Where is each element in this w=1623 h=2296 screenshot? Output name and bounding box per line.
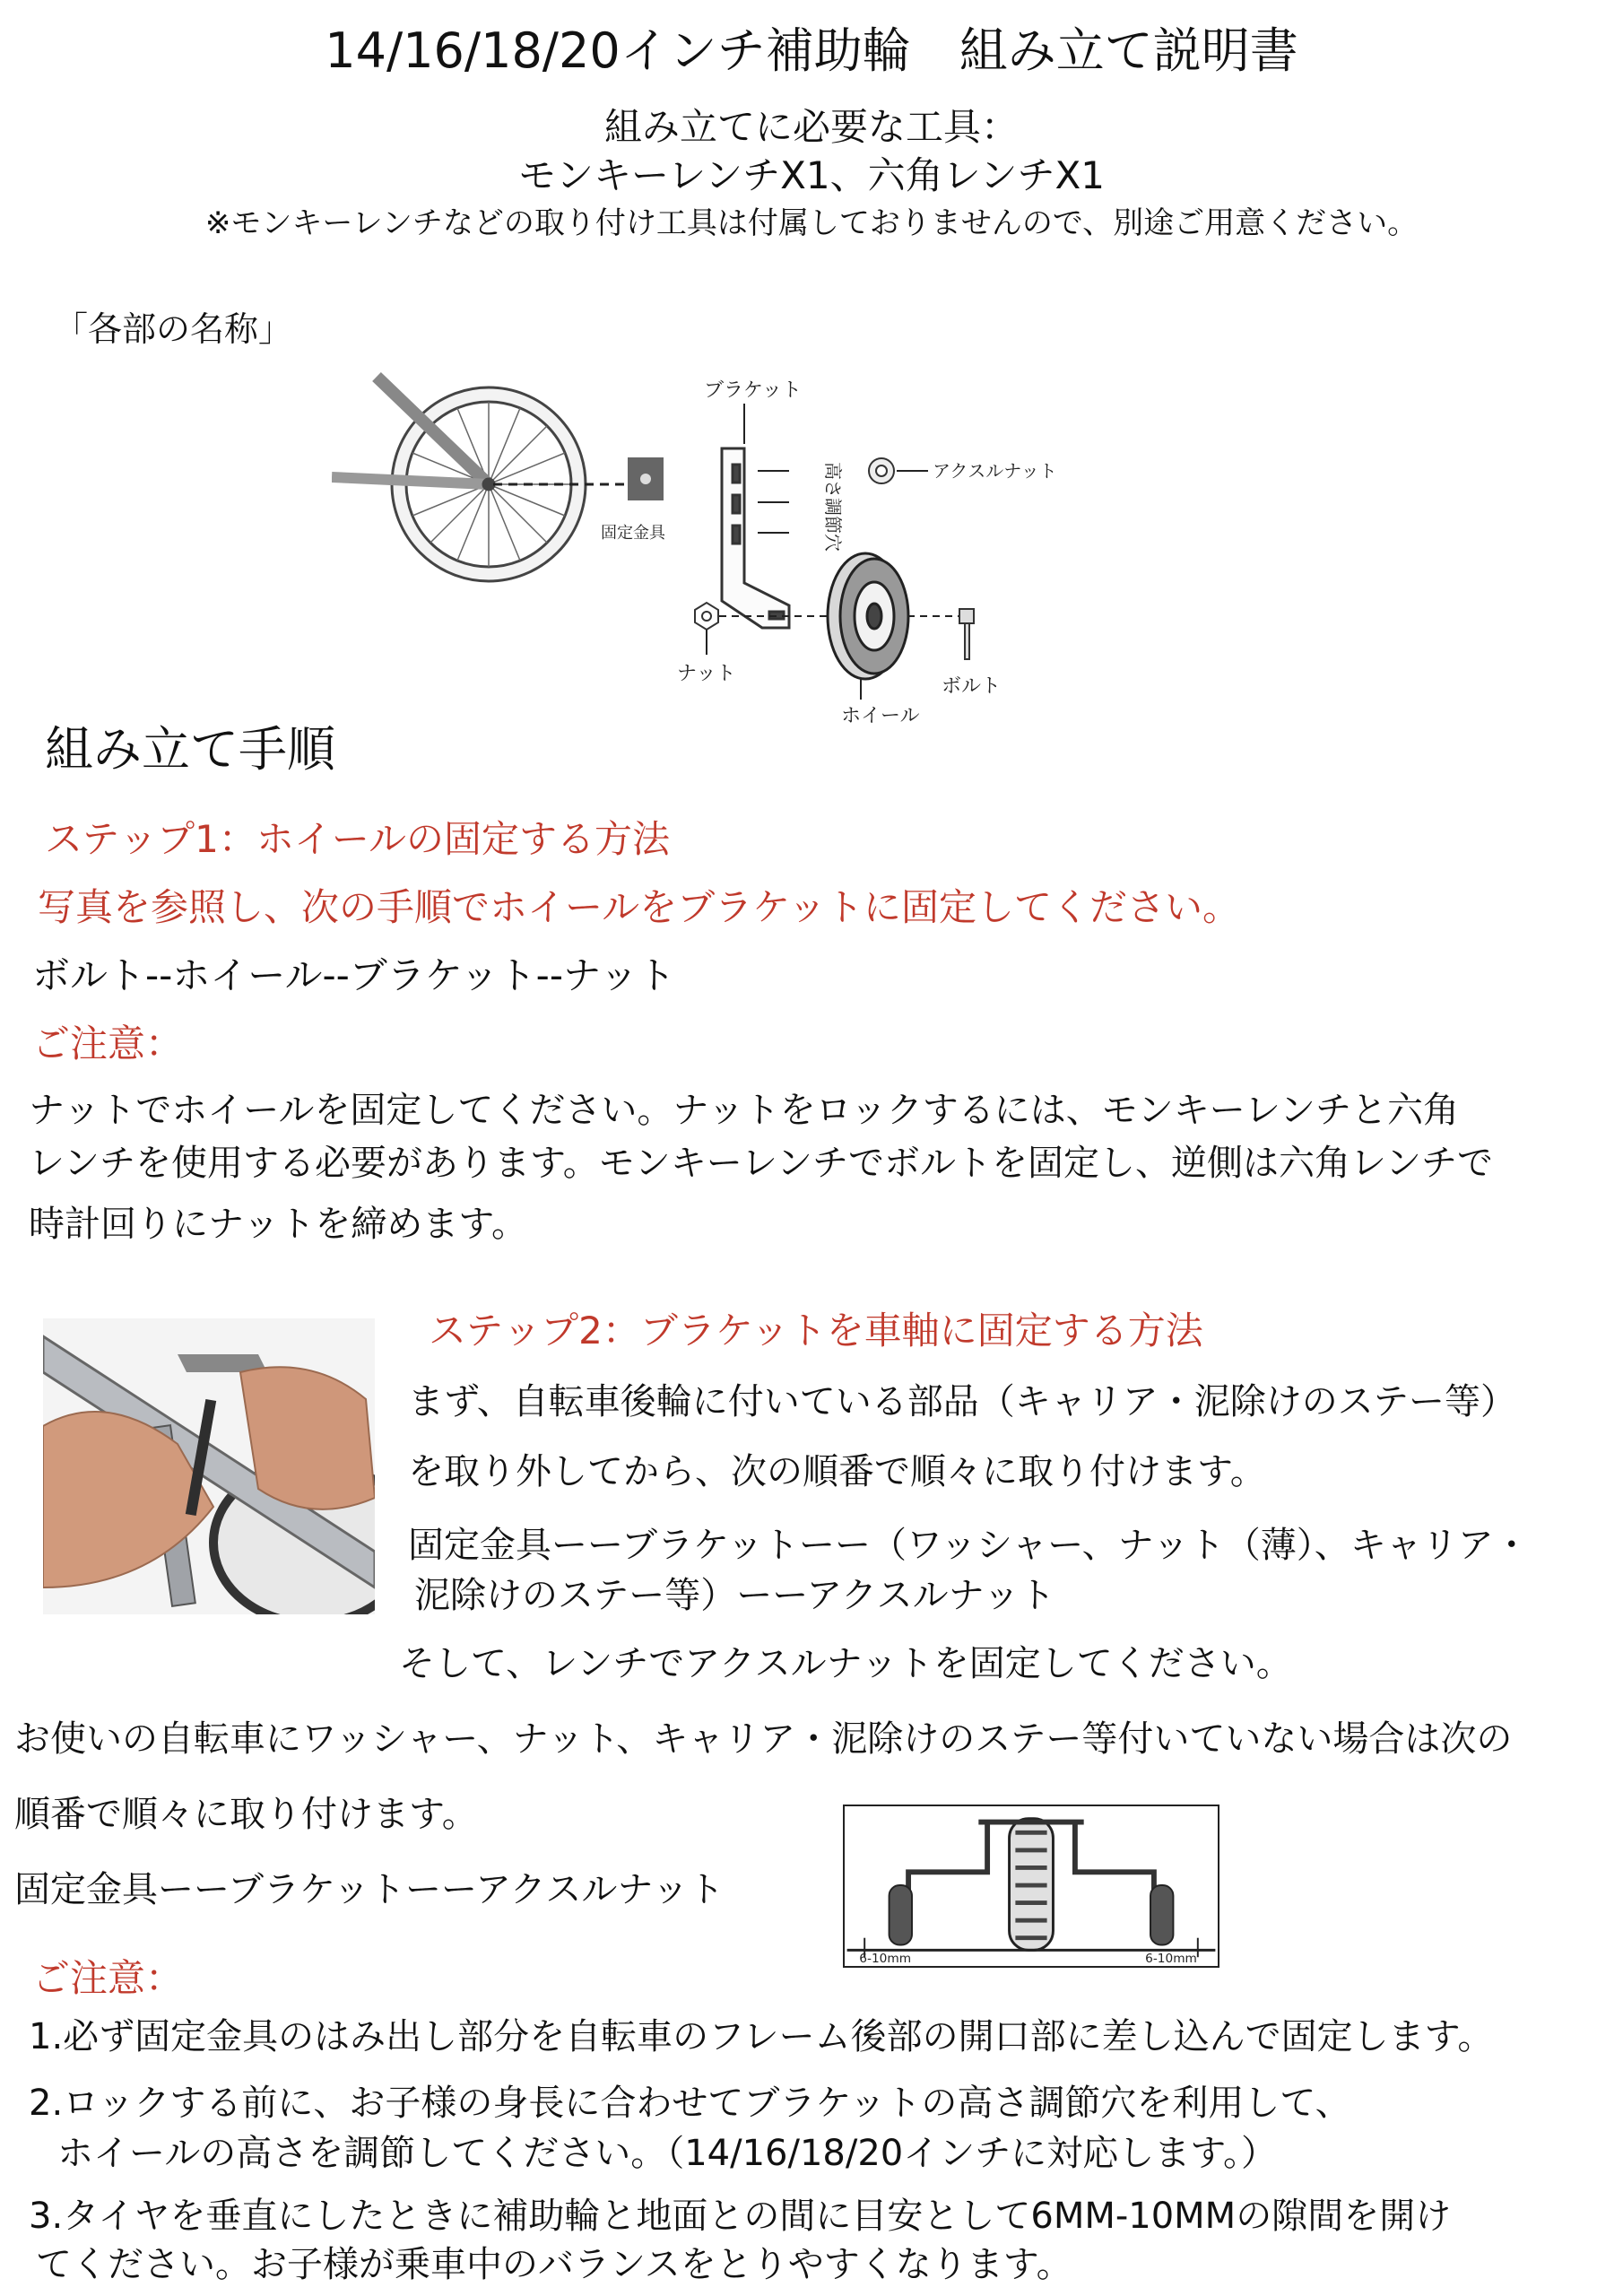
step1-order: ボルト--ホイール--ブラケット--ナット [32, 953, 676, 997]
tools-list: モンキーレンチX1、六角レンチX1 [517, 153, 1106, 197]
step1-caution-line: 時計回りにナットを締めます。 [29, 1204, 527, 1245]
bolt-part [959, 609, 974, 659]
caution2-item: 2.ロックする前に、お子様の身長に合わせてブラケットの高さ調節穴を利用して、 [29, 2083, 1351, 2124]
page-title: 14/16/18/20インチ補助輪 組み立て説明書 [325, 22, 1298, 79]
bracket-part [722, 448, 789, 628]
assembly-heading: 組み立て手順 [45, 721, 335, 778]
bicycle-rear-wheel [332, 377, 586, 581]
caution2-item: 3.タイヤを垂直にしたときに補助輪と地面との間に目安として6MM-10MMの隙間を開け [29, 2196, 1452, 2237]
gap-label-right: 6-10mm [1145, 1952, 1197, 1967]
caution2-label: ご注意： [32, 1956, 184, 2000]
step2-line: 固定金具ーーブラケットーー（ワッシャー、ナット（薄）、キャリア・ [408, 1525, 1530, 1566]
rear-tire [1010, 1819, 1054, 1951]
label-fixing-bracket: 固定金具 [601, 524, 665, 543]
label-axle-nut: アクスルナット [933, 460, 1057, 482]
step1-caution-line: ナットでホイールを固定してください。ナットをロックするには、モンキーレンチと六角 [29, 1090, 1459, 1131]
parts-heading: 「各部の名称」 [54, 309, 293, 349]
caution2-item: ホイールの高さを調節してください。（14/16/18/20インチに対応します。） [57, 2133, 1278, 2174]
step2-line: そして、レンチでアクスルナットを固定してください。 [399, 1643, 1292, 1684]
tools-heading: 組み立てに必要な工具： [603, 105, 1019, 149]
label-height-holes: 高さ調節穴 [822, 462, 844, 552]
step2-line: まず、自転車後輪に付いている部品（キャリア・泥除けのステー等） [408, 1381, 1516, 1422]
step2-line: 泥除けのステー等）ーーアクスルナット [414, 1575, 1055, 1616]
assembly-photo [43, 1318, 375, 1614]
step1-title: ステップ1：ホイールの固定する方法 [45, 817, 671, 861]
step2-alt-line: お使いの自転車にワッシャー、ナット、キャリア・泥除けのステー等付いていない場合は次の [14, 1718, 1513, 1760]
step1-caution-label: ご注意： [32, 1022, 184, 1065]
training-wheel-gap-diagram [843, 1805, 1219, 1968]
label-wheel: ホイール [841, 705, 920, 727]
parts-diagram [332, 359, 1076, 735]
fixing-bracket-part [628, 457, 664, 500]
step2-alt-line: 順番で順々に取り付けます。 [14, 1794, 478, 1835]
step1-instruction: 写真を参照し、次の手順でホイールをブラケットに固定してください。 [38, 885, 1241, 929]
label-nut: ナット [677, 663, 736, 685]
axle-nut-part [869, 458, 894, 483]
step1-caution-line: レンチを使用する必要があります。モンキーレンチでボルトを固定し、逆側は六角レンチで [29, 1143, 1493, 1184]
caution2-item: てください。お子様が乗車中のバランスをとりやすくなります。 [36, 2244, 1072, 2285]
wheel-part [828, 553, 908, 679]
label-bracket: ブラケット [704, 379, 802, 402]
gap-label-left: 6-10mm [859, 1952, 912, 1967]
step2-alt-line: 固定金具ーーブラケットーーアクスルナット [14, 1869, 725, 1910]
step2-title: ステップ2：ブラケットを車軸に固定する方法 [429, 1309, 1203, 1352]
nut-part [695, 603, 718, 630]
tools-note: ※モンキーレンチなどの取り付け工具は付属しておりませんので、別途ご用意ください。 [204, 205, 1419, 241]
caution2-item: 1.必ず固定金具のはみ出し部分を自転車のフレーム後部の開口部に差し込んで固定します。 [29, 2016, 1494, 2057]
label-bolt: ボルト [942, 675, 1002, 698]
step2-line: を取り外してから、次の順番で順々に取り付けます。 [408, 1451, 1266, 1492]
